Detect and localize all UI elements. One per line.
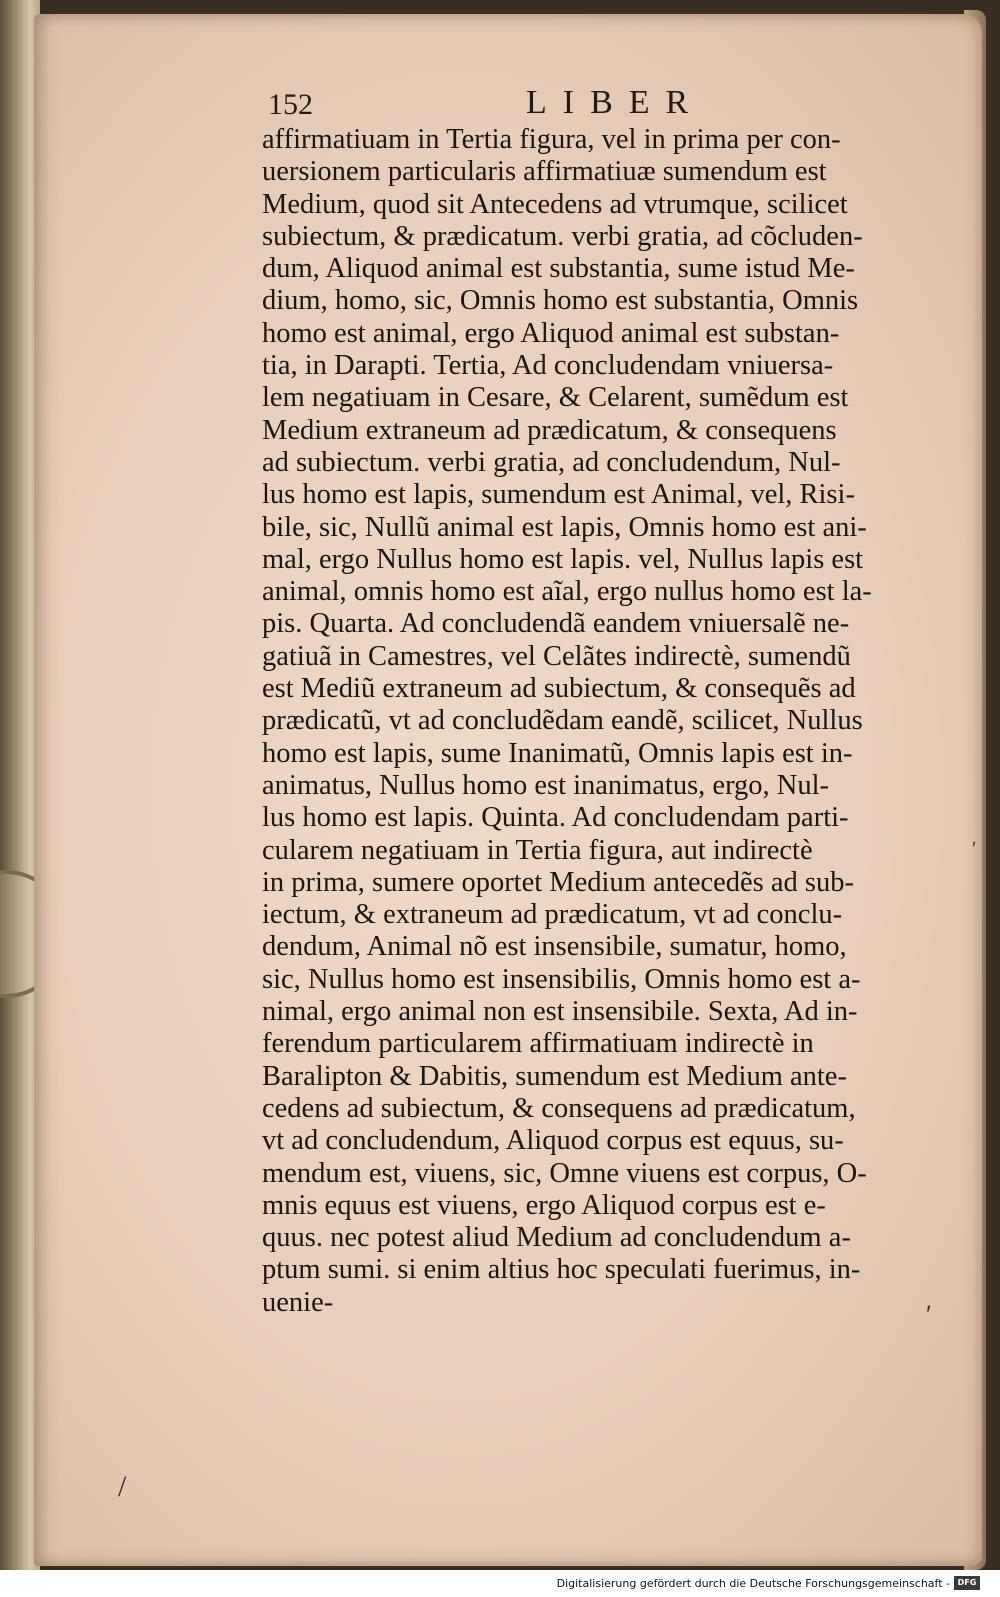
- text-line: mnis equus est viuens, ergo Aliquod corpus est e-: [262, 1189, 826, 1221]
- text-line: uersionem particularis affirmatiuæ sumendum est: [262, 156, 827, 188]
- text-line: affirmatiuam in Tertia figura, vel in prima per con-: [262, 124, 841, 155]
- text-line: gatiuã in Camestres, vel Celãtes indirectè, sumendũ: [262, 640, 851, 672]
- text-line: prædicatũ, vt ad concludẽdam eandẽ, scilicet, Nullus: [262, 705, 863, 737]
- text-line: Baralipton & Dabitis, sumendum est Medium ante-: [262, 1060, 847, 1092]
- running-head: LIBER: [526, 84, 705, 121]
- text-line: lus homo est lapis, sumendum est Animal, vel, Risi-: [262, 479, 855, 511]
- text-line: mendum est, viuens, sic, Omne viuens est corpus, O-: [262, 1157, 867, 1189]
- text-line: animatus, Nullus homo est inanimatus, ergo, Nul-: [262, 769, 830, 801]
- text-line: dendum, Animal nõ est insensibile, sumatur, homo,: [262, 931, 847, 963]
- text-line: cularem negatiuam in Tertia figura, aut indirectè: [262, 834, 813, 866]
- dfg-logo: DFG: [954, 1576, 980, 1590]
- text-line: subiectum, & prædicatum. verbi gratia, ad cõcluden-: [262, 220, 863, 252]
- text-line: homo est animal, ergo Aliquod animal est substan-: [262, 317, 840, 349]
- digitization-credit: Digitalisierung gefördert durch die Deutsche Forschungsgemeinschaft -: [556, 1577, 950, 1590]
- page-number: 152: [268, 88, 313, 121]
- body-text: [262, 124, 942, 1319]
- text-line: lem negatiuam in Cesare, & Celarent, sumẽdum est: [262, 382, 849, 414]
- text-line: vt ad concludendum, Aliquod corpus est equus, su-: [262, 1125, 844, 1157]
- margin-mark: ʹ: [972, 838, 977, 860]
- page-header: [268, 84, 948, 124]
- text-line: dium, homo, sic, Omnis homo est substantia, Omnis: [262, 285, 859, 317]
- text-line: quus. nec potest aliud Medium ad concludendum a-: [262, 1222, 851, 1254]
- text-line: ad subiectum. verbi gratia, ad concludendum, Nul-: [262, 446, 841, 478]
- text-line: Medium, quod sit Antecedens ad vtrumque, scilicet: [262, 188, 848, 220]
- text-line: in prima, sumere oportet Medium antecedẽs ad sub-: [262, 866, 854, 898]
- text-line: mal, ergo Nullus homo est lapis. vel, Nullus lapis est: [262, 543, 864, 575]
- text-line: bile, sic, Nullũ animal est lapis, Omnis homo est ani-: [262, 511, 867, 543]
- margin-mark: /: [118, 1470, 127, 1503]
- digitization-footer: [0, 1570, 1000, 1597]
- text-line: pis. Quarta. Ad concludendã eandem vniuersalẽ ne-: [262, 608, 850, 640]
- text-line: cedens ad subiectum, & consequens ad prædicatum,: [262, 1092, 856, 1124]
- text-line: tia, in Darapti. Tertia, Ad concludendam vniuersa-: [262, 350, 834, 382]
- text-line: ptum sumi. si enim altius hoc speculati fuerimus, in-: [262, 1254, 861, 1286]
- text-line: sic, Nullus homo est insensibilis, Omnis homo est a-: [262, 963, 861, 995]
- text-line: uenie-: [262, 1286, 334, 1318]
- text-line: lus homo est lapis. Quinta. Ad concludendam parti-: [262, 802, 849, 834]
- text-line: homo est lapis, sume Inanimatũ, Omnis lapis est in-: [262, 737, 853, 769]
- text-line: nimal, ergo animal non est insensibile. Sexta, Ad in-: [262, 996, 858, 1028]
- text-line: animal, omnis homo est aĩal, ergo nullus homo est la-: [262, 576, 872, 608]
- text-line: est Mediũ extraneum ad subiectum, & consequẽs ad: [262, 673, 856, 705]
- text-line: dum, Aliquod animal est substantia, sume istud Me-: [262, 253, 855, 285]
- text-line: iectum, & extraneum ad prædicatum, vt ad conclu-: [262, 899, 843, 931]
- margin-mark: ʹ: [926, 1300, 932, 1329]
- text-line: Medium extraneum ad prædicatum, & consequens: [262, 414, 837, 446]
- text-line: ferendum particularem affirmatiuam indirectè in: [262, 1028, 814, 1060]
